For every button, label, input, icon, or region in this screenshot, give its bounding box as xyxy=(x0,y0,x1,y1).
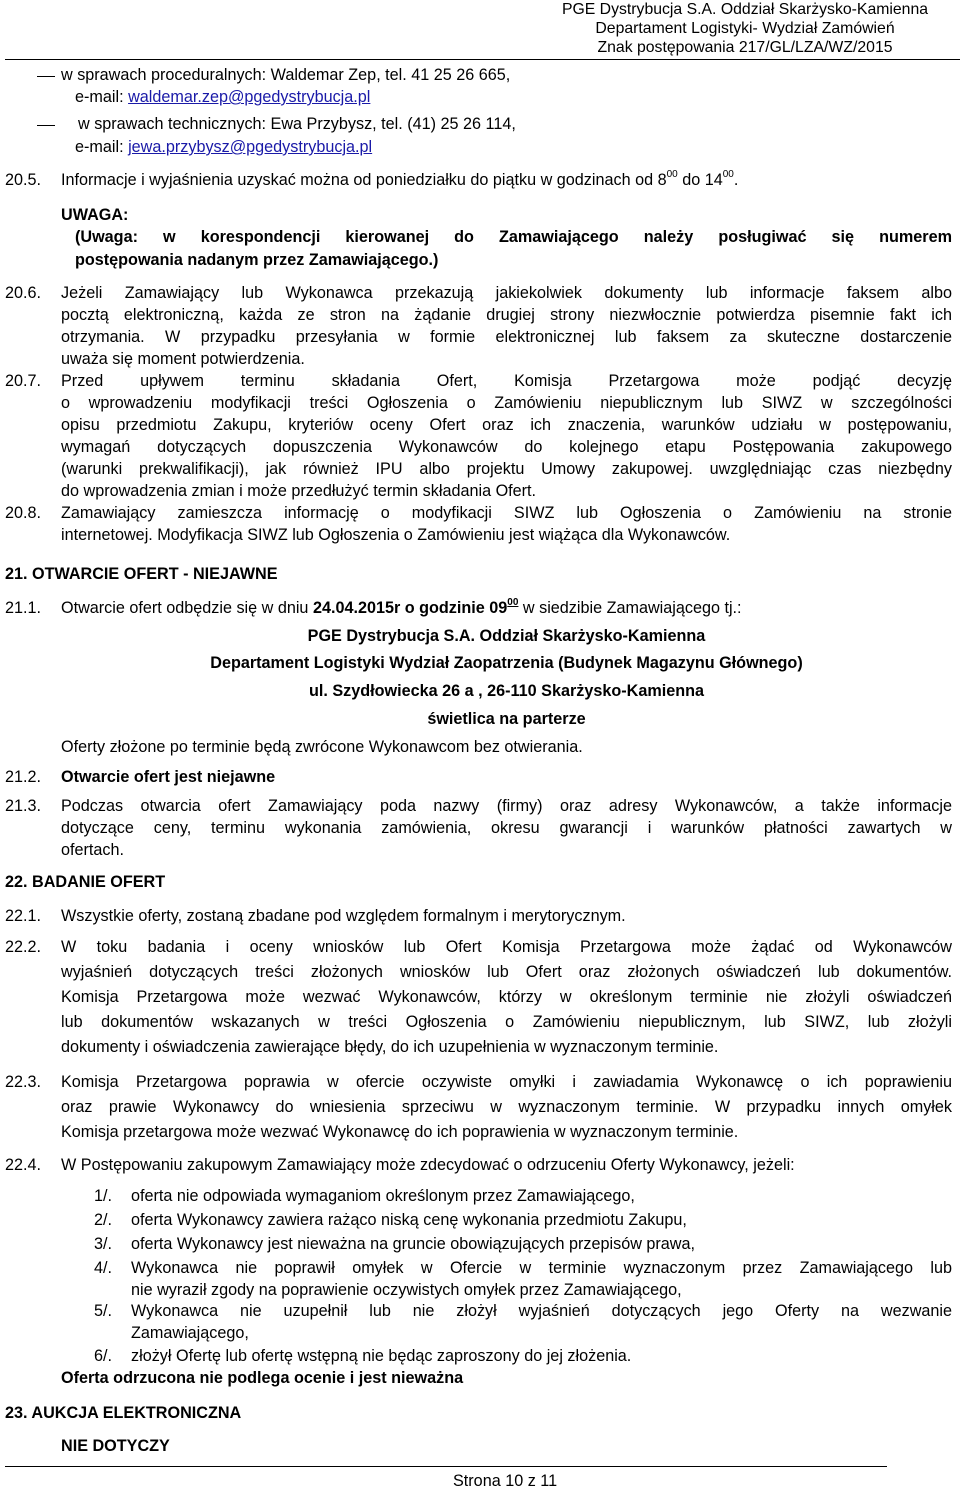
list-item-number: 3/. xyxy=(94,1235,112,1253)
header-reference: Znak postępowania 217/GL/LZA/WZ/2015 xyxy=(597,39,893,56)
section-number: 20.8. xyxy=(5,504,42,522)
contact-procedural-email xyxy=(75,86,370,109)
s21-2-text: Otwarcie ofert jest niejawne xyxy=(61,768,276,786)
list-item-number: 5/. xyxy=(94,1302,112,1320)
paragraph-line: Podczas otwarcia ofert Zamawiający poda nazwy (firmy) oraz adresy Wykonawców, a także informacje xyxy=(61,797,952,815)
paragraph-line: Komisja przetargowa może wezwać Wykonawcę do ich poprawienia w wyznaczonym terminie. xyxy=(61,1123,739,1141)
footer-rule xyxy=(5,1466,887,1467)
section-number: 21.3. xyxy=(5,797,42,815)
paragraph-line: dokumenty i oświadczenia zawierające błędy, do ich uzupełnienia w wyznaczonym terminie. xyxy=(61,1038,719,1056)
paragraph-line: o wprowadzeniu modyfikacji treści Ogłoszenia o Zamówieniu niepublicznym lub SIWZ w szczególności xyxy=(61,394,952,412)
uwaga-title: UWAGA: xyxy=(61,206,129,224)
list-item-number: 4/. xyxy=(94,1259,112,1277)
paragraph-line: opisu przedmiotu Zakupu, kryteriów oceny Ofert oraz ich znaczenia, warunków udziału w postępowaniu, xyxy=(61,416,952,434)
section-heading-21: 21. OTWARCIE OFERT - NIEJAWNE xyxy=(5,565,278,583)
paragraph-line: pocztą elektroniczną, każda ze stron na żądanie drugiej strony niezwłocznie potwierdza pisemnie fakt ich xyxy=(61,306,952,324)
section-number: 22.2. xyxy=(5,938,42,956)
paragraph-line: internetowej. Modyfikacja SIWZ lub Ogłoszenia o Zamówieniu jest wiążąca dla Wykonawców. xyxy=(61,526,731,544)
s20-5-part: . xyxy=(733,171,739,189)
page-number: Strona 10 z 11 xyxy=(453,1472,558,1490)
paragraph-line: wyjaśnień dotyczących treści złożonych wniosków lub Ofert oraz złożonych oświadczeń lub dokumentów. xyxy=(61,963,952,981)
paragraph-line: dotyczące ceny, terminu wykonania zamówienia, okresu gwarancji i warunków płatności zawartych w xyxy=(61,819,952,837)
email-label: e-mail: xyxy=(75,88,129,106)
paragraph-line: ofertach. xyxy=(61,841,124,859)
s22-1-text: Wszystkie oferty, zostaną zbadane pod względem formalnym i merytorycznym. xyxy=(61,907,626,925)
s21-1-part: w siedzibie Zamawiającego tj.: xyxy=(518,599,742,617)
list-item: oferta nie odpowiada wymaganiom określonym przez Zamawiającego, xyxy=(131,1187,635,1205)
bullet-dash xyxy=(37,76,55,77)
contact-technical: w sprawach technicznych: Ewa Przybysz, tel. (41) 25 26 114, xyxy=(78,115,516,133)
section-number: 22.3. xyxy=(5,1073,42,1091)
paragraph-line: Zamawiający zamieszcza informację o modyfikacji SIWZ lub Ogłoszenia o Zamówieniu na stronie xyxy=(61,504,952,522)
paragraph-line: Przed upływem terminu składania Ofert, Komisja Przetargowa może podjąć decyzję xyxy=(61,372,952,390)
section-number: 20.7. xyxy=(5,372,42,390)
header-rule xyxy=(5,59,960,60)
paragraph-line: (warunki prekwalifikacji), jak również IPU albo projektu Umowy zakupowej. uwzględniając czas niezbędny xyxy=(61,460,952,478)
address-line: ul. Szydłowiecka 26 a , 26-110 Skarżysko-Kamienna xyxy=(309,682,704,700)
technical-email-link[interactable]: jewa.przybysz@pgedystrybucja.pl xyxy=(128,138,373,156)
paragraph-line: wymagań dotyczących dopuszczenia Wykonawców do kolejnego etapu Postępowania zakupowego xyxy=(61,438,952,456)
list-item-continuation: nie wyraził zgody na poprawienie oczywistych omyłek przez Zamawiającego, xyxy=(131,1281,682,1299)
section-number: 22.1. xyxy=(5,907,42,925)
section-number: 20.5. xyxy=(5,171,42,189)
document-header xyxy=(535,0,955,57)
paragraph-line: W toku badania i oceny wniosków lub Ofert Komisja Przetargowa może żądać od Wykonawców xyxy=(61,938,952,956)
contact-technical-email xyxy=(75,136,372,159)
s20-5-text xyxy=(61,169,738,192)
address-line: PGE Dystrybucja S.A. Oddział Skarżysko-Kamienna xyxy=(307,627,706,645)
address-line: świetlica na parterze xyxy=(427,710,586,728)
s20-5-part: Informacje i wyjaśnienia uzyskać można od poniedziałku do piątku w godzinach od 8 xyxy=(61,171,667,189)
header-company: PGE Dystrybucja S.A. Oddział Skarżysko-Kamienna xyxy=(561,1,929,18)
paragraph-line: Komisja Przetargowa poprawia w ofercie oczywiste omyłki i zawiadamia Wykonawcę o ich poprawieniu xyxy=(61,1073,952,1091)
rejected-offer-note: Oferta odrzucona nie podlega ocenie i jest nieważna xyxy=(61,1369,464,1387)
list-item: oferta Wykonawcy zawiera rażąco niską cenę wykonania przedmiotu Zakupu, xyxy=(131,1211,687,1229)
bullet-dash xyxy=(37,125,55,126)
section-number: 21.2. xyxy=(5,768,42,786)
address-line: Departament Logistyki Wydział Zaopatrzenia (Budynek Magazynu Głównego) xyxy=(210,654,803,672)
email-label: e-mail: xyxy=(75,138,129,156)
paragraph-line: otrzymania. W przypadku przesyłania w formie elektronicznej lub faksem za skuteczne dostarczenie xyxy=(61,328,952,346)
superscript: 00 xyxy=(722,169,734,180)
paragraph-line: oraz prawie Wykonawcy do wniesienia sprzeciwu w wyznaczonym terminie. W przypadku innych omyłek xyxy=(61,1098,952,1116)
list-item-number: 6/. xyxy=(94,1347,112,1365)
section-number: 20.6. xyxy=(5,284,42,302)
section-heading-23: 23. AUKCJA ELEKTRONICZNA xyxy=(5,1404,242,1422)
list-item: oferta Wykonawcy jest nieważna na gruncie obowiązujących przepisów prawa, xyxy=(131,1235,696,1253)
paragraph-line: do wprowadzenia zmian i może przedłużyć termin składania Ofert. xyxy=(61,482,537,500)
uwaga-line: postępowania nadanym przez Zamawiającego.) xyxy=(75,251,439,269)
paragraph-line: lub dokumentów wskazanych w treści Ogłoszenia o Zamówieniu niepublicznym, lub SIWZ, lub złożyli xyxy=(61,1013,952,1031)
list-item-number: 2/. xyxy=(94,1211,112,1229)
list-item: Wykonawca nie uzupełnił lub nie złożył wyjaśnień dotyczących jego Oferty na wezwanie xyxy=(131,1302,952,1320)
contact-procedural: w sprawach proceduralnych: Waldemar Zep, tel. 41 25 26 665, xyxy=(61,66,511,84)
paragraph-line: uważa się moment potwierdzenia. xyxy=(61,350,305,368)
section-number: 22.4. xyxy=(5,1156,42,1174)
paragraph-line: Jeżeli Zamawiający lub Wykonawca przekazują jakiekolwiek dokumenty lub informacje faksem albo xyxy=(61,284,952,302)
s21-1-part: Otwarcie ofert odbędzie się w dniu xyxy=(61,599,313,617)
procedural-email-link[interactable]: waldemar.zep@pgedystrybucja.pl xyxy=(128,88,371,106)
s20-5-part: do 14 xyxy=(677,171,723,189)
not-applicable-label: NIE DOTYCZY xyxy=(61,1437,170,1455)
s22-4-text: W Postępowaniu zakupowym Zamawiający może zdecydować o odrzuceniu Oferty Wykonawcy, jeżeli: xyxy=(61,1156,795,1174)
opening-date: 24.04.2015r o godzinie 09 xyxy=(312,599,508,617)
superscript: 00 xyxy=(666,169,678,180)
list-item-continuation: Zamawiającego, xyxy=(131,1324,249,1342)
header-department: Departament Logistyki- Wydział Zamówień xyxy=(595,20,895,37)
list-item: złożył Ofertę lub ofertę wstępną nie będąc zaproszony do jej złożenia. xyxy=(131,1347,632,1365)
list-item: Wykonawca nie poprawił omyłek w Ofercie w terminie wyznaczonym przez Zamawiającego lub xyxy=(131,1259,952,1277)
section-heading-22: 22. BADANIE OFERT xyxy=(5,873,166,891)
superscript: 00 xyxy=(507,597,519,608)
uwaga-line: (Uwaga: w korespondencji kierowanej do Zamawiającego należy posługiwać się numerem xyxy=(75,228,952,246)
section-number: 21.1. xyxy=(5,599,42,617)
list-item-number: 1/. xyxy=(94,1187,112,1205)
late-offers-note: Oferty złożone po terminie będą zwrócone Wykonawcom bez otwierania. xyxy=(61,738,583,756)
paragraph-line: Komisja Przetargowa może wezwać Wykonawców, którzy w określonym terminie nie złożyli oświadczeń xyxy=(61,988,952,1006)
s21-1-text xyxy=(61,597,742,620)
